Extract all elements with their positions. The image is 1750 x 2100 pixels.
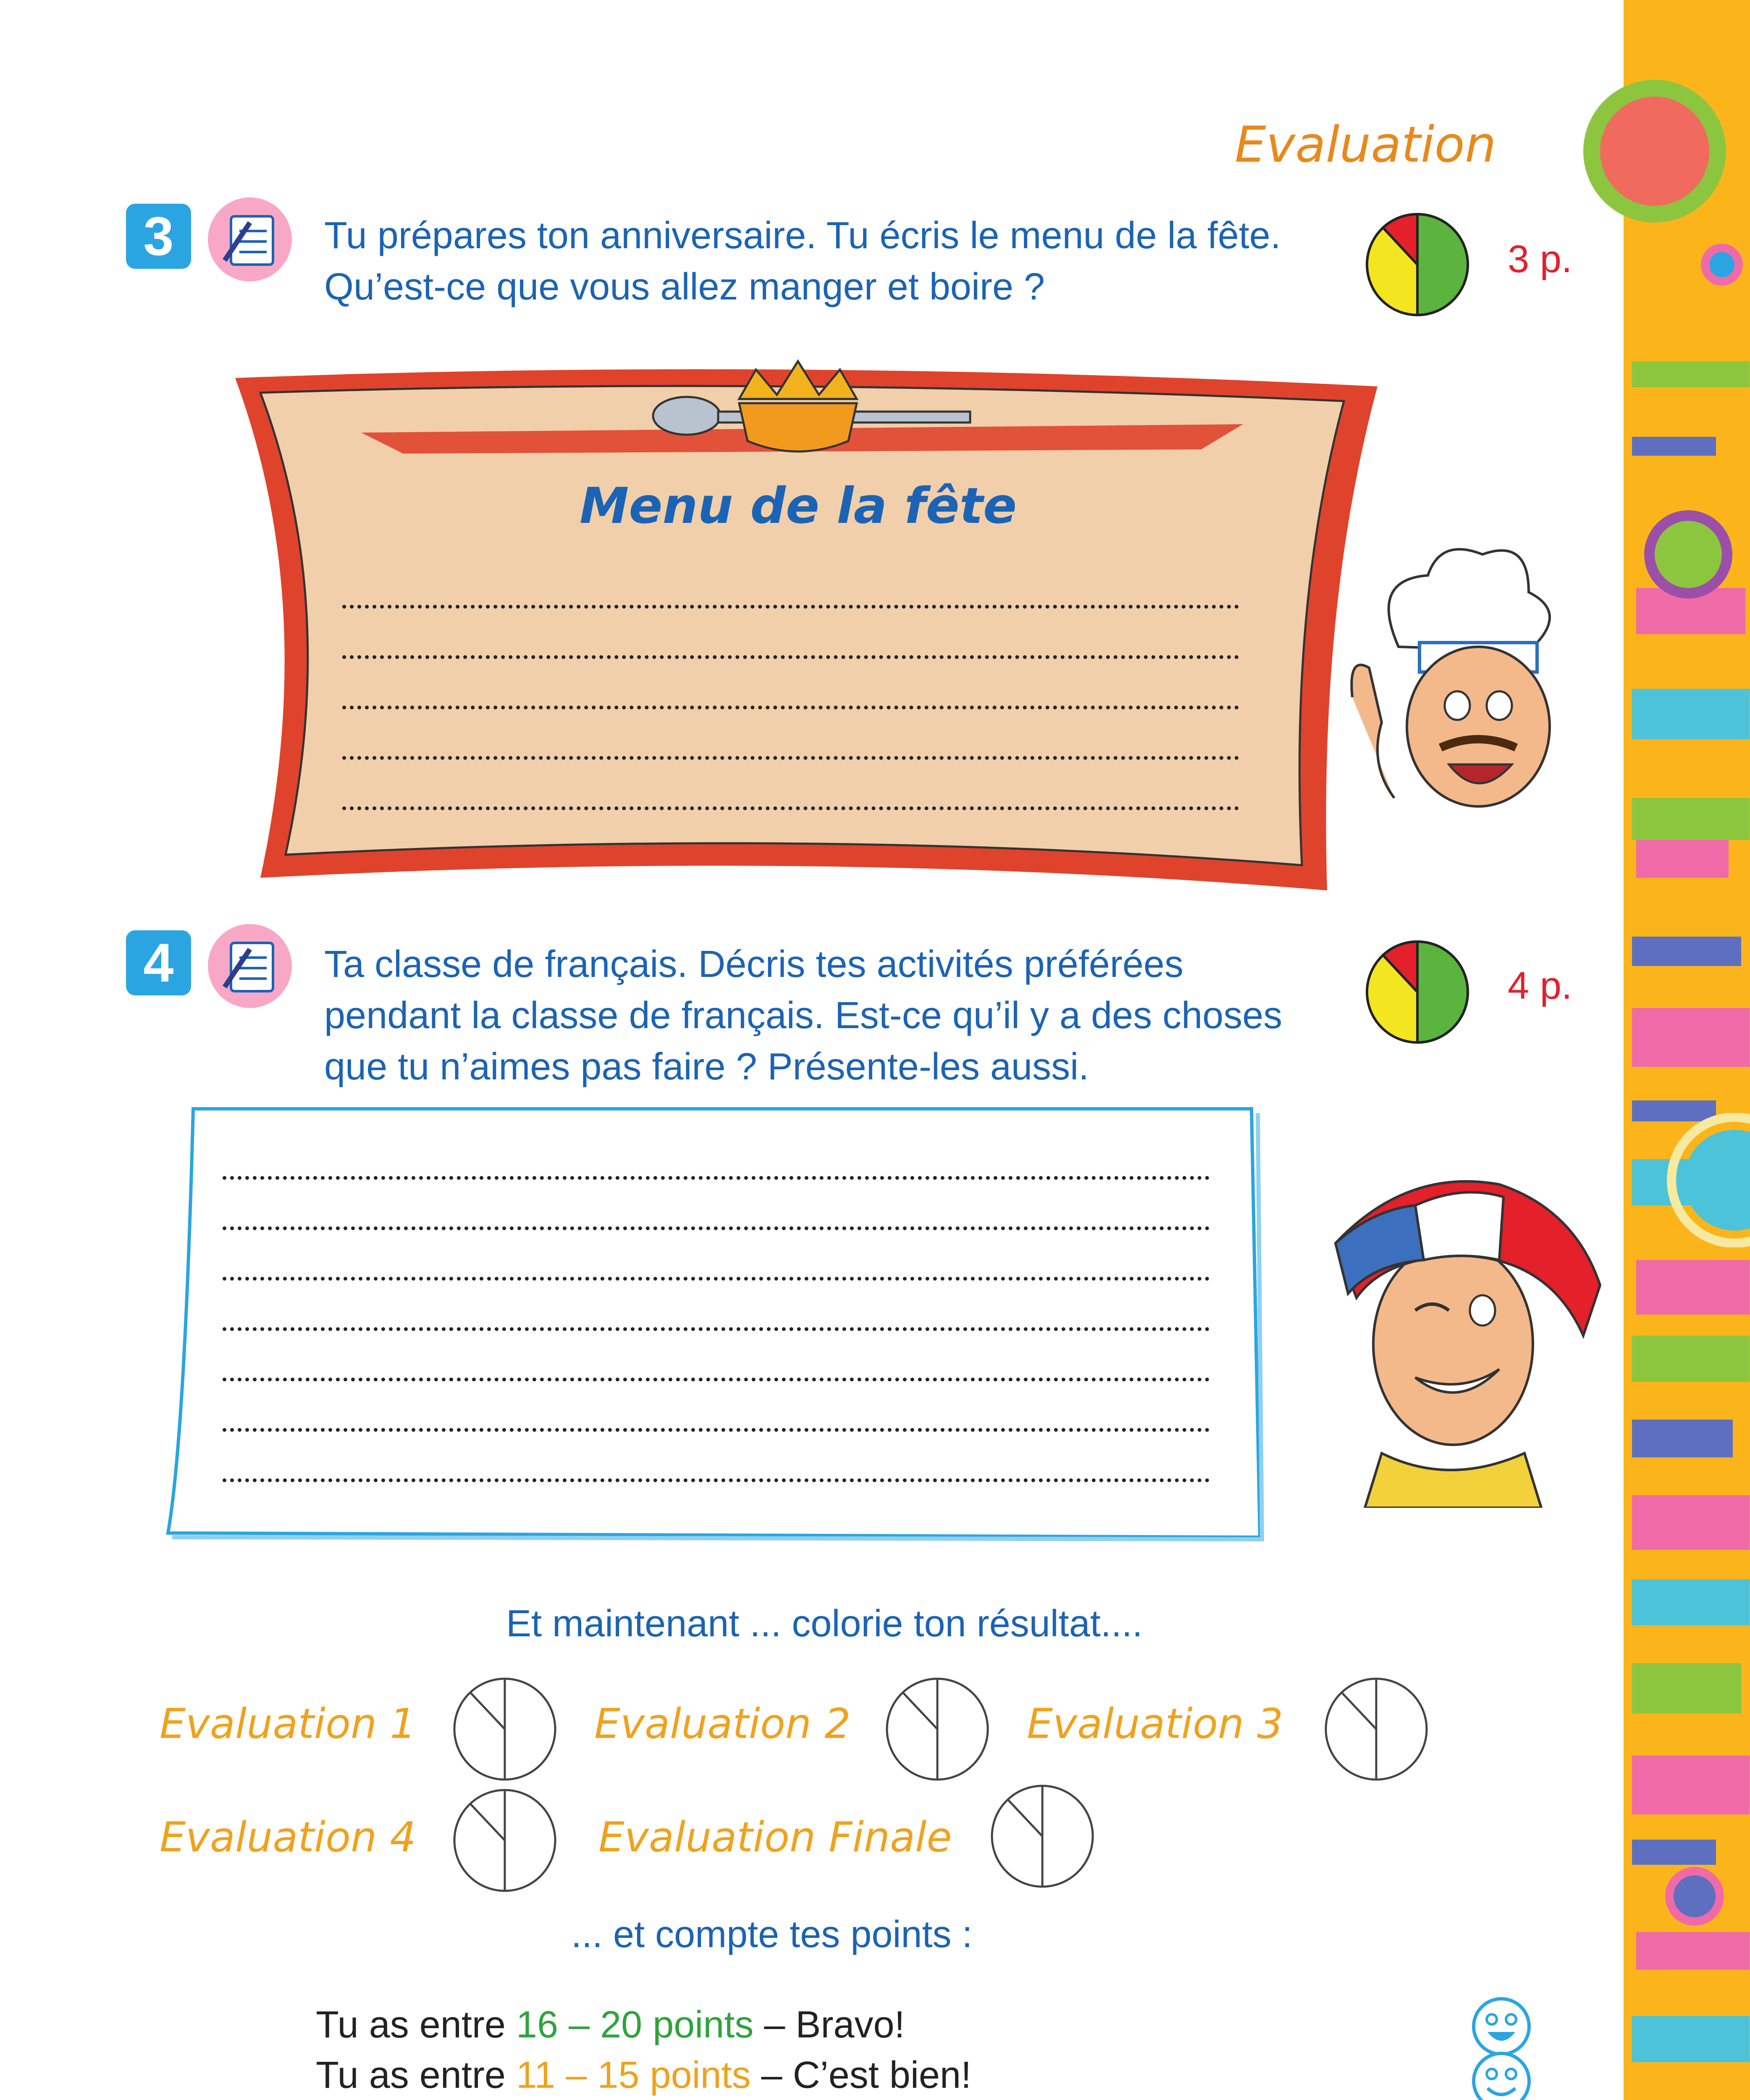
decor-stripe — [1632, 1663, 1741, 1714]
decor-stripe — [1632, 937, 1741, 966]
writing-line[interactable] — [223, 1428, 1210, 1432]
decor-stripe — [1636, 1932, 1750, 1970]
evaluation-pie-3[interactable] — [1323, 1676, 1430, 1783]
section-title: Evaluation — [1235, 116, 1496, 173]
decor-stripe — [1632, 798, 1750, 840]
count-points-label: ... et compte tes points : — [571, 1914, 973, 1956]
decor-stripe — [1632, 361, 1750, 387]
menu-write-line[interactable] — [342, 605, 1239, 609]
menu-write-line[interactable] — [342, 655, 1239, 659]
score-suffix: – Bravo! — [753, 2004, 905, 2046]
writing-line[interactable] — [223, 1176, 1210, 1180]
score-line-bien — [316, 2054, 971, 2097]
decor-stripe — [1636, 1260, 1750, 1315]
exercise4-instruction-line3: que tu n’aimes pas faire ? Présente-les aussi. — [324, 1046, 1089, 1088]
menu-write-line[interactable] — [342, 756, 1239, 760]
decor-circle-medium — [1638, 504, 1739, 605]
writing-line[interactable] — [223, 1478, 1210, 1482]
smiley-happy-icon — [1470, 1995, 1533, 2058]
decor-stripe — [1632, 1840, 1716, 1865]
score-prefix: Tu as entre — [316, 2054, 516, 2096]
boy-illustration — [1323, 1159, 1608, 1508]
exercise3-points: 3 p. — [1508, 238, 1572, 281]
score-line-bravo — [316, 2003, 905, 2047]
exercise4-instruction-line2: pendant la classe de français. Est-ce qu’il y a des choses — [324, 995, 1283, 1037]
decor-stripe — [1636, 840, 1729, 878]
decor-stripe — [1632, 437, 1716, 456]
writing-line[interactable] — [223, 1277, 1210, 1281]
evaluation-pie-2[interactable] — [884, 1676, 991, 1783]
decor-stripe — [1632, 1756, 1750, 1814]
score-range: 16 – 20 points — [516, 2004, 754, 2046]
evaluation-label-4: Evaluation 4 — [160, 1814, 416, 1861]
writing-line[interactable] — [223, 1378, 1210, 1381]
decor-stripe — [1632, 1008, 1750, 1067]
decor-circle-small — [1697, 239, 1747, 290]
results-intro: Et maintenant ... colorie ton résultat.... — [506, 1603, 1143, 1645]
evaluation-pie-4[interactable] — [451, 1787, 559, 1894]
exercise4-instruction-line1: Ta classe de français. Décris tes activités préférées — [324, 943, 1183, 985]
evaluation-label-finale: Evaluation Finale — [598, 1814, 952, 1861]
writing-line[interactable] — [223, 1327, 1210, 1331]
exercise3-instruction-line2: Qu’est-ce que vous allez manger et boire ? — [324, 266, 1045, 308]
menu-title: Menu de la fête — [580, 477, 1017, 535]
smiley-smile-icon — [1470, 2050, 1533, 2100]
score-range: 11 – 15 points — [516, 2054, 751, 2096]
decor-circle-large — [1571, 80, 1739, 248]
evaluation-pie-1[interactable] — [451, 1676, 559, 1783]
chef-illustration — [1344, 529, 1571, 815]
decor-stripe — [1632, 1579, 1750, 1625]
evaluation-label-3: Evaluation 3 — [1027, 1700, 1283, 1748]
decor-circle-blue — [1663, 1865, 1726, 1928]
evaluation-label-2: Evaluation 2 — [594, 1700, 851, 1748]
exercise-number-badge: 4 — [126, 930, 191, 995]
decor-stripe — [1632, 1420, 1733, 1457]
write-task-icon — [208, 924, 292, 1008]
decor-stripe — [1632, 1336, 1750, 1382]
decor-stripe — [1632, 1495, 1750, 1550]
decor-stripe — [1632, 689, 1750, 739]
score-suffix: – C’est bien! — [750, 2054, 971, 2096]
decor-ring — [1659, 1113, 1750, 1247]
writing-line[interactable] — [223, 1226, 1210, 1230]
menu-write-line[interactable] — [342, 806, 1239, 810]
menu-write-line[interactable] — [342, 706, 1239, 709]
score-prefix: Tu as entre — [316, 2004, 516, 2046]
pie-score-icon — [1363, 210, 1472, 319]
menu-card — [235, 353, 1386, 899]
exercise3-instruction-line1: Tu prépares ton anniversaire. Tu écris le menu de la fête. — [324, 215, 1281, 257]
evaluation-pie-finale[interactable] — [989, 1783, 1096, 1890]
exercise-number-badge: 3 — [126, 204, 191, 269]
pie-score-icon — [1363, 937, 1472, 1047]
evaluation-label-1: Evaluation 1 — [160, 1700, 416, 1748]
side-decoration-strip — [1624, 0, 1750, 2100]
decor-stripe — [1632, 2016, 1750, 2062]
exercise4-points: 4 p. — [1508, 964, 1572, 1007]
write-task-icon — [208, 197, 292, 281]
